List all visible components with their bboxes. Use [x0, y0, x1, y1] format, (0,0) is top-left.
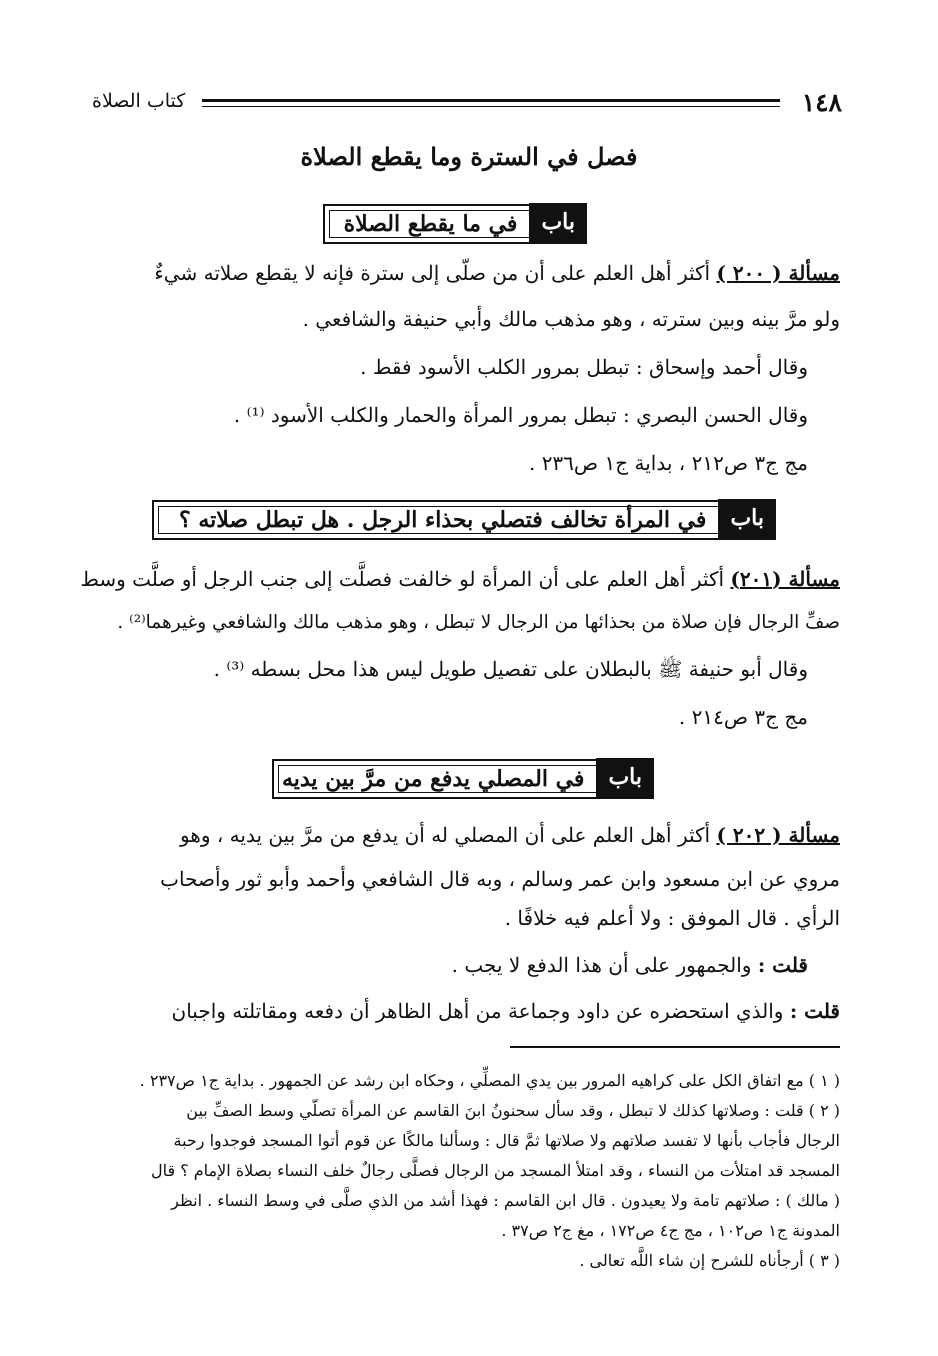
bab-label: باب [718, 499, 776, 539]
chapter-heading-3 [272, 759, 654, 799]
paragraph-line: وقال أبو حنيفة ﷺ بالبطلان على تفصيل طويل ليس هذا محل بسطه ⁽³⁾ . [213, 657, 808, 681]
issue-label: مسألة ( ٢٠٢ ) [716, 823, 840, 847]
bab-label: باب [596, 758, 654, 798]
paragraph-line: ولو مرَّ بينه وبين سترته ، وهو مذهب مالك وأبي حنيفة والشافعي . [302, 307, 840, 331]
paragraph-line: وقال أحمد وإسحاق : تبطل بمرور الكلب الأسود فقط . [360, 355, 808, 379]
footnote-line: ( ١ ) مع اتفاق الكل على كراهيه المرور بين يدي المصلِّي ، وحكاه ابن رشد عن الجمهور . بداية ج١ ص٢٣٧ . [139, 1071, 840, 1090]
note-label: قلت : [789, 999, 840, 1023]
paragraph-line: مروي عن ابن مسعود وابن عمر وسالم ، وبه قال الشافعي وأحمد وأبو ثور وأصحاب [160, 867, 840, 891]
paragraph-line: وقال الحسن البصري : تبطل بمرور المرأة والحمار والكلب الأسود ⁽¹⁾ . [233, 403, 808, 427]
book-title: كتاب الصلاة [92, 90, 186, 112]
footnote-line: المدونة ج١ ص١٠٢ ، مج ج٤ ص١٧٢ ، مغ ج٢ ص٣٧ . [501, 1221, 840, 1240]
bab-label: باب [529, 203, 587, 243]
page-number: ١٤٨ [801, 88, 842, 117]
chapter-title: في المرأة تخالف فتصلي بحذاء الرجل . هل تبطل صلاته ؟ [179, 507, 707, 533]
paragraph-line: مسألة ( ٢٠٢ ) أكثر أهل العلم على أن المصلي له أن يدفع من مرَّ بين يديه ، وهو [179, 823, 840, 847]
chapter-title: في المصلي يدفع من مرَّ بين يديه [281, 766, 585, 792]
chapter-title: في ما يقطع الصلاة [343, 211, 518, 237]
footnote-line: ( مالك ) : صلاتهم تامة ولا يعيدون . قال ابن القاسم : فهذا أشد من الذي صلَّى في وسط النساء . انظر [171, 1191, 840, 1210]
issue-label: مسألة (٢٠١) [730, 567, 840, 591]
footnote-separator [510, 1046, 840, 1048]
paragraph-line: قلت : والذي استحضره عن داود وجماعة من أهل الظاهر أن دفعه ومقاتلته واجبان [171, 999, 840, 1023]
running-header [92, 88, 842, 116]
footnote-line: المسجد قد امتلأت من النساء ، وقد امتلأ المسجد من الرجال فصلَّى رجالٌ خلف النساء بصلاة الإمام ؟ قال [150, 1161, 840, 1180]
reference-line: مج ج٣ ص٢١٢ ، بداية ج١ ص٢٣٦ . [528, 451, 808, 475]
chapter-heading-2 [152, 500, 776, 540]
paragraph-line: مسألة (٢٠١) أكثر أهل العلم على أن المرأة لو خالفت فصلَّت إلى جنب الرجل أو صلَّت وسط [80, 567, 840, 591]
paragraph-line: قلت : والجمهور على أن هذا الدفع لا يجب . [451, 953, 808, 977]
paragraph-line: صفِّ الرجال فإن صلاة من بحذائها من الرجال لا تبطل ، وهو مذهب مالك والشافعي وغيرهما⁽²⁾ . [117, 612, 840, 633]
footnote-line: ( ٣ ) أرجأناه للشرح إن شاء اللَّه تعالى . [579, 1251, 840, 1270]
chapter-heading-1 [323, 204, 587, 244]
footnote-line: الرجال فأجاب بأنها لا تفسد صلاتهم ولا صلاتها ثمَّ قال : وسألنا مالكًا عن قوم أتوا المسجد فوجدوا رحبة [173, 1131, 840, 1150]
section-title: فصل في السترة وما يقطع الصلاة [300, 142, 638, 171]
issue-label: مسألة ( ٢٠٠ ) [716, 261, 840, 285]
paragraph-line: الرأي . قال الموفق : ولا أعلم فيه خلافًا . [504, 906, 840, 930]
header-rule [202, 99, 780, 107]
paragraph-line: مسألة ( ٢٠٠ ) أكثر أهل العلم على أن من صلّى إلى سترة فإنه لا يقطع صلاته شيءٌ [154, 261, 840, 285]
footnote-line: ( ٢ ) قلت : وصلاتها كذلك لا تبطل ، وقد سأل سحنونُ ابنَ القاسم عن المرأة تصلّي وسط الصفِّ بين [186, 1101, 840, 1120]
reference-line: مج ج٣ ص٢١٤ . [678, 705, 808, 729]
note-label: قلت : [757, 953, 808, 977]
